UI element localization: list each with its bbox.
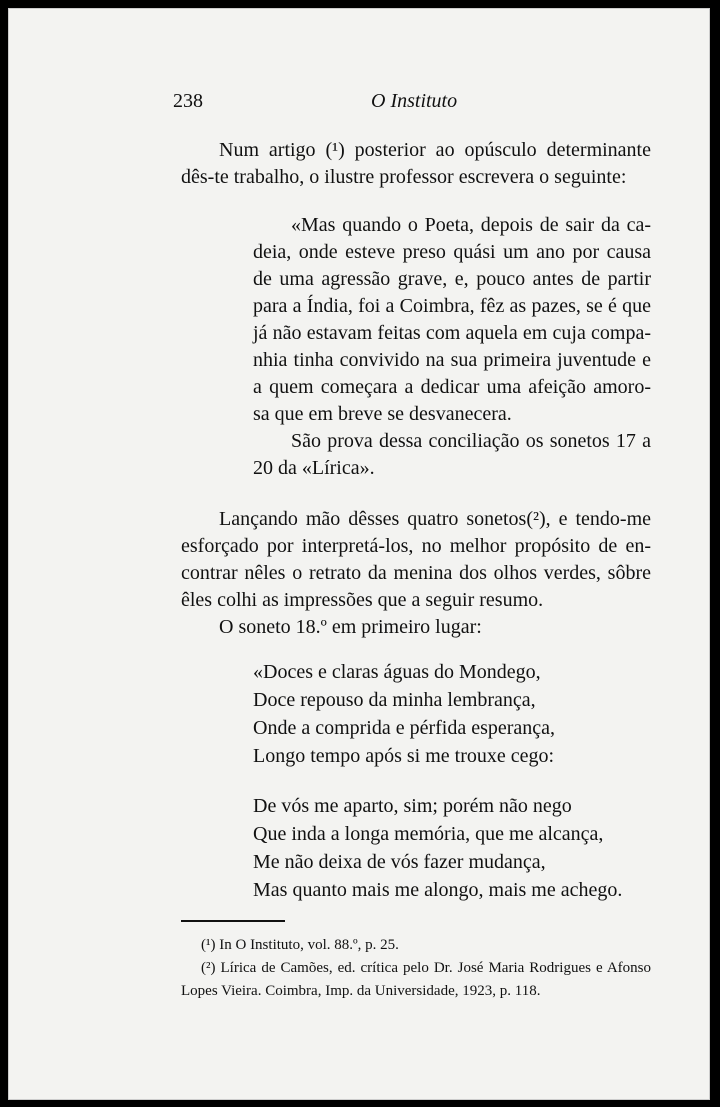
footnote-2: (²) Lírica de Camões, ed. crítica pelo Dr. José Maria Rodrigues e Afonso Lopes Vieira. Coimbra, Imp. da Universidade, 1923, p. 118.	[181, 960, 651, 999]
paragraph-1: Num artigo (¹) posterior ao opúsculo determinante dês-te trabalho, o ilustre professor escrevera o seguinte:	[181, 139, 651, 188]
page-header	[9, 87, 709, 115]
footnotes	[181, 934, 651, 1003]
quote-paragraph-1: «Mas quando o Poeta, depois de sair da ca-deia, onde esteve preso quási um ano por causa de uma agressão grave, e, pouco antes de partir para a Índia, foi a Coimbra, fêz as pazes, se é que já não estavam feitas com aquela em cuja compa-nhia tinha convivido na sua primeira juventude e a quem começara a dedicar uma afeição amoro-sa que em breve se desvanecera.	[253, 214, 651, 425]
poem-line: Onde a comprida e pérfida esperança,	[253, 717, 556, 739]
footnote-rule	[181, 920, 285, 922]
footnote-1: (¹) In O Instituto, vol. 88.º, p. 25.	[201, 937, 399, 953]
poem	[253, 658, 651, 904]
poem-line: De vós me aparto, sim; porém não nego	[253, 795, 572, 817]
poem-line: «Doces e claras águas do Mondego,	[253, 661, 541, 683]
page-number: 238	[173, 90, 203, 112]
paragraph-3: O soneto 18.º em primeiro lugar:	[219, 616, 482, 638]
paper-sheet	[8, 8, 710, 1100]
running-title: O Instituto	[371, 90, 458, 112]
poem-line: Que inda a longa memória, que me alcança,	[253, 823, 604, 845]
section-gap	[181, 482, 651, 506]
poem-line: Doce repouso da minha lembrança,	[253, 689, 536, 711]
main-text	[181, 137, 651, 1003]
poem-line: Me não deixa de vós fazer mudança,	[253, 851, 546, 873]
stanza-gap	[253, 770, 651, 792]
quote-paragraph-2: São prova dessa conciliação os sonetos 17 a 20 da «Lírica».	[253, 430, 651, 479]
paragraph-2: Lançando mão dêsses quatro sonetos(²), e tendo-me esforçado por interpretá-los, no melhor propósito de en-contrar nêles o retrato da menina dos olhos verdes, sôbre êles colhi as impressões que a seguir resumo.	[181, 508, 651, 611]
poem-line: Mas quanto mais me alongo, mais me achego.	[253, 879, 623, 901]
quoted-block	[253, 212, 651, 482]
poem-line: Longo tempo após si me trouxe cego:	[253, 745, 555, 767]
